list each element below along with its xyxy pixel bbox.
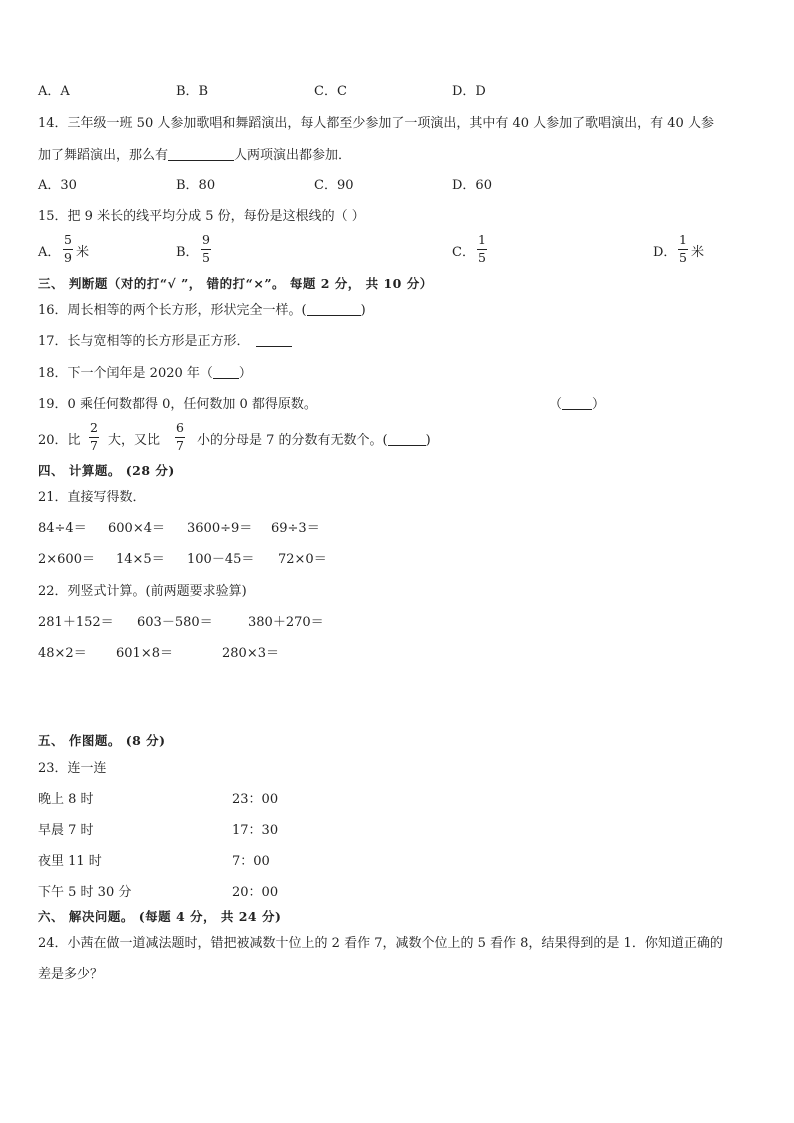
q20-answer-blank[interactable] — [388, 434, 426, 446]
q23-right-3: 7：00 — [232, 854, 270, 869]
q20-close: ) — [425, 433, 431, 448]
q15-stem: 15．把 9 米长的线平均分成 5 份，每份是这根线的（ ） — [38, 209, 365, 224]
q23-left-4: 下午 5 时 30 分 — [38, 885, 132, 900]
q17-answer-blank[interactable] — [256, 335, 292, 347]
q22-title: 22．列竖式计算。(前两题要求验算) — [38, 584, 247, 599]
q21-title: 21．直接写得数． — [38, 490, 146, 505]
q15-d-denominator: 5 — [679, 249, 687, 265]
q15-option-b-label: B． — [176, 245, 199, 260]
q22-r1-c3: 380＋270＝ — [248, 615, 324, 630]
q21-r1-c3: 3600÷9＝ — [187, 521, 253, 536]
section-3-heading: 三、 判断题（对的打“√ ”， 错的打“×”。 每题 2 分， 共 10 分） — [38, 276, 433, 291]
q14-stem-line1: 14．三年级一班 50 人参加歌唱和舞蹈演出，每人都至少参加了一项演出，其中有 40 人参加了歌唱演出，有 40 人参 — [38, 116, 714, 131]
q14-option-b: B．80 — [176, 178, 216, 193]
q20-f2-denominator: 7 — [176, 437, 184, 453]
section-5-heading: 五、 作图题。 (8 分) — [38, 733, 166, 748]
q24-line2: 差是多少？ — [38, 967, 104, 982]
q20-post-wrap — [197, 434, 431, 447]
section-6-heading: 六、 解决问题。 (每题 4 分， 共 24 分) — [38, 909, 282, 924]
q15-option-c-label: C． — [452, 245, 475, 260]
q22-r2-c1: 48×2＝ — [38, 646, 87, 661]
q21-r1-c1: 84÷4＝ — [38, 521, 87, 536]
q15-c-denominator: 5 — [478, 249, 486, 265]
q15-b-numerator: 9 — [202, 232, 210, 247]
q15-option-d-unit: 米 — [691, 245, 705, 260]
q15-c-numerator: 1 — [478, 232, 486, 247]
q21-r2-c3: 100－45＝ — [187, 552, 255, 567]
q17 — [38, 335, 292, 348]
q18-close: ） — [238, 366, 252, 381]
q15-option-a-fraction — [63, 234, 73, 264]
q21-r2-c2: 14×5＝ — [116, 552, 165, 567]
q14-stem-pre: 加了舞蹈演出，那么有 — [38, 148, 169, 163]
section-4-heading: 四、 计算题。 (28 分) — [38, 463, 175, 478]
q16-text: 16．周长相等的两个长方形，形状完全一样。( — [38, 303, 307, 318]
q19-close: ） — [592, 397, 606, 412]
q18 — [38, 367, 252, 380]
q23-right-2: 17：30 — [232, 823, 279, 838]
q23-left-2: 早晨 7 时 — [38, 823, 94, 838]
q15-option-a-label: A． — [38, 245, 61, 260]
q16-answer-blank[interactable] — [307, 304, 361, 316]
q15-option-d-fraction — [678, 234, 688, 264]
q19-answer-blank[interactable] — [562, 398, 592, 410]
q22-r2-c3: 280×3＝ — [222, 646, 279, 661]
q20-f1-numerator: 2 — [90, 420, 98, 435]
q21-r1-c4: 69÷3＝ — [271, 521, 320, 536]
q14-stem-post: 人两项演出都参加． — [234, 148, 352, 163]
q14-option-d: D．60 — [452, 178, 492, 193]
q17-text: 17．长与宽相等的长方形是正方形． — [38, 334, 250, 349]
q23-left-1: 晚上 8 时 — [38, 792, 94, 807]
q15-option-c-fraction — [477, 234, 487, 264]
q23-left-3: 夜里 11 时 — [38, 854, 102, 869]
q14-answer-blank[interactable] — [168, 149, 234, 161]
q23-title: 23．连一连 — [38, 761, 107, 776]
q14-option-a: A．30 — [38, 178, 77, 193]
q20-post: 小的分母是 7 的分数有无数个。( — [197, 433, 388, 448]
q19-open: （ — [549, 397, 563, 412]
q15-option-d-label: D． — [653, 245, 677, 260]
q20-pre: 20．比 — [38, 433, 81, 448]
q19-text: 19．0 乘任何数都得 0，任何数加 0 都得原数。 — [38, 397, 317, 412]
q13-option-c: C．C — [314, 84, 347, 99]
q15-b-denominator: 5 — [202, 249, 210, 265]
q23-right-4: 20：00 — [232, 885, 279, 900]
q18-text: 18．下一个闰年是 2020 年（ — [38, 366, 213, 381]
q14-option-c: C．90 — [314, 178, 354, 193]
q20-f1-denominator: 7 — [90, 437, 98, 453]
q20-mid: 大，又比 — [108, 433, 161, 448]
q15-d-numerator: 1 — [679, 232, 687, 247]
q22-r2-c2: 601×8＝ — [116, 646, 173, 661]
q21-r2-c1: 2×600＝ — [38, 552, 95, 567]
q20-fraction-1 — [89, 422, 99, 452]
q15-a-numerator: 5 — [64, 232, 72, 247]
q20-fraction-2 — [175, 422, 185, 452]
q23-right-1: 23：00 — [232, 792, 279, 807]
q19-answer — [549, 398, 605, 411]
q21-r2-c4: 72×0＝ — [278, 552, 327, 567]
q16-close: ) — [360, 303, 366, 318]
q13-option-b: B．B — [176, 84, 209, 99]
q14-stem-line2 — [38, 149, 351, 162]
q15-a-denominator: 9 — [64, 249, 72, 265]
q15-option-a-unit: 米 — [76, 245, 90, 260]
q18-answer-blank[interactable] — [213, 367, 239, 379]
q21-r1-c2: 600×4＝ — [108, 521, 165, 536]
q24-line1: 24．小茜在做一道减法题时，错把被减数十位上的 2 看作 7，减数个位上的 5 看作 8，结果得到的是 1．你知道正确的 — [38, 936, 723, 951]
q16 — [38, 304, 366, 317]
q20-f2-numerator: 6 — [176, 420, 184, 435]
q15-option-b-fraction — [201, 234, 211, 264]
q22-r1-c1: 281＋152＝ — [38, 615, 114, 630]
q22-r1-c2: 603－580＝ — [137, 615, 213, 630]
q13-option-d: D．D — [452, 84, 486, 99]
q13-option-a: A．A — [38, 84, 70, 99]
